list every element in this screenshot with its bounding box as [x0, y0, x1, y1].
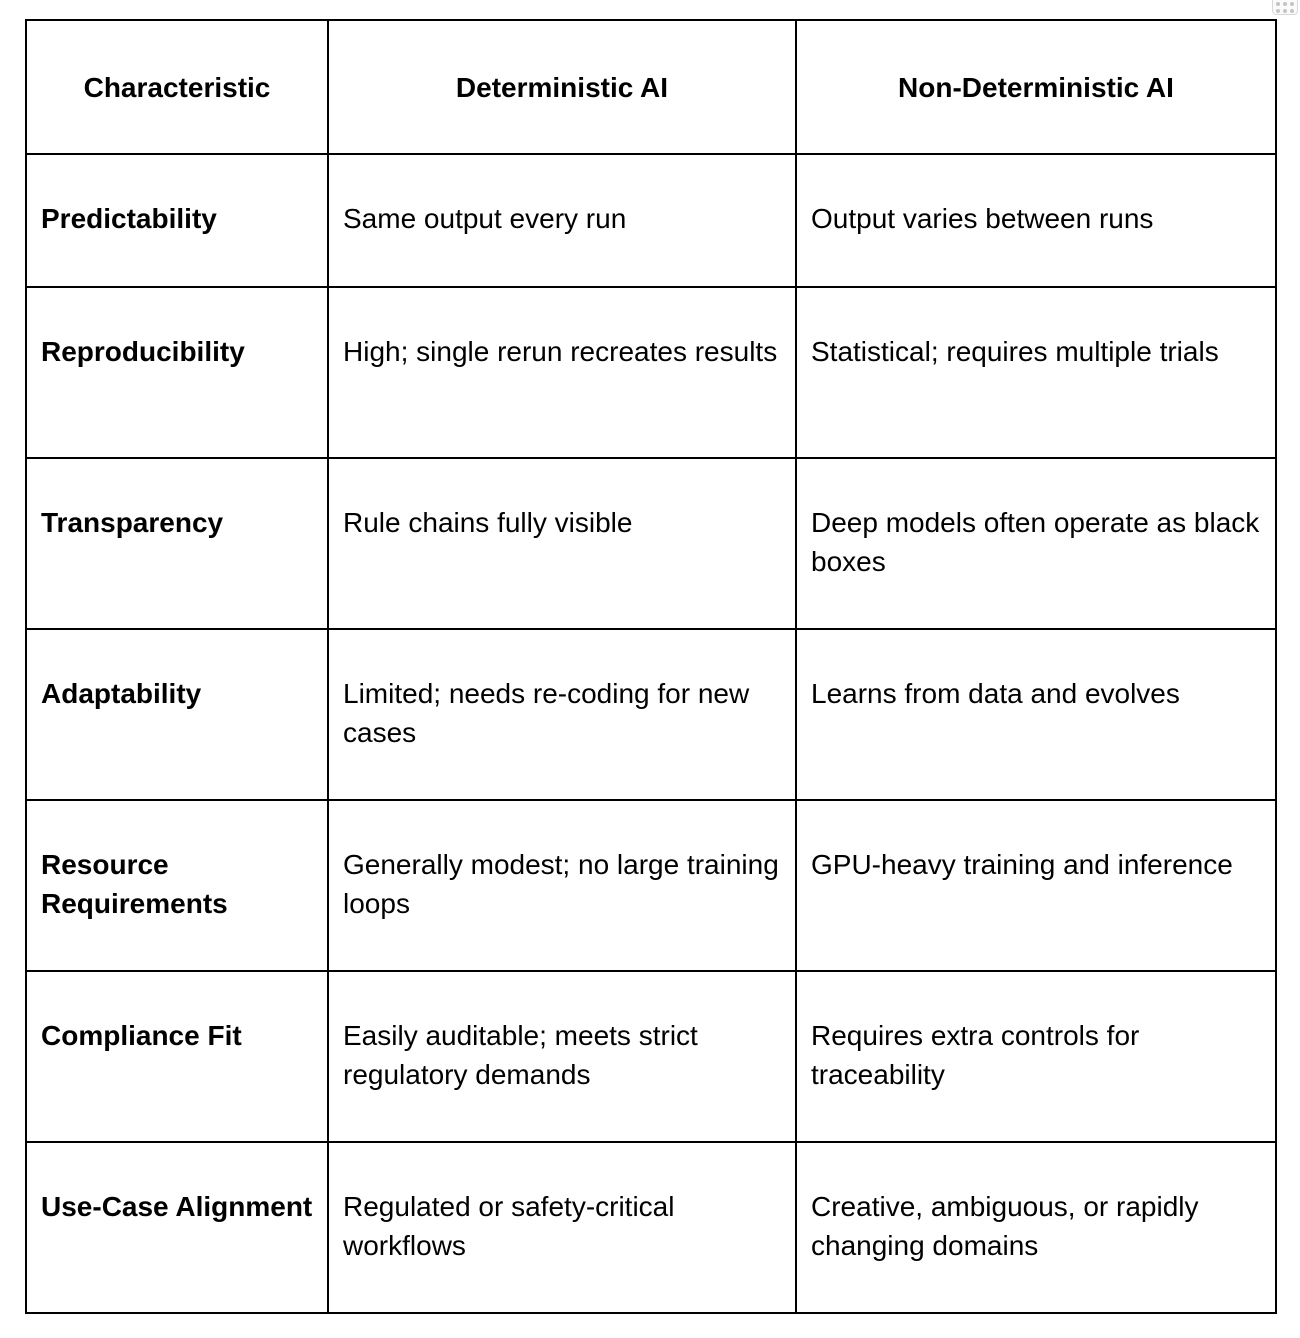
table-cell: Creative, ambiguous, or rapidly changing domains	[796, 1142, 1276, 1313]
row-label-compliance-fit: Compliance Fit	[26, 971, 328, 1142]
table-row	[26, 800, 1276, 971]
table-cell: Same output every run	[328, 154, 796, 287]
row-label-resource-requirements: Resource Requirements	[26, 800, 328, 971]
comparison-table	[25, 19, 1277, 1314]
row-label-transparency: Transparency	[26, 458, 328, 629]
table-row	[26, 1142, 1276, 1313]
drag-dot	[1290, 2, 1294, 6]
drag-handle-icon[interactable]	[1272, 0, 1298, 15]
table-cell: Deep models often operate as black boxes	[796, 458, 1276, 629]
row-label-predictability: Predictability	[26, 154, 328, 287]
table-row	[26, 287, 1276, 458]
table-cell: Limited; needs re-coding for new cases	[328, 629, 796, 800]
table-row	[26, 629, 1276, 800]
row-label-reproducibility: Reproducibility	[26, 287, 328, 458]
table-row	[26, 154, 1276, 287]
table-cell: Generally modest; no large training loops	[328, 800, 796, 971]
drag-dot	[1283, 9, 1287, 13]
drag-dot	[1276, 9, 1280, 13]
header-non-deterministic-ai: Non-Deterministic AI	[796, 20, 1276, 154]
header-deterministic-ai: Deterministic AI	[328, 20, 796, 154]
table-cell: Rule chains fully visible	[328, 458, 796, 629]
row-label-adaptability: Adaptability	[26, 629, 328, 800]
table-cell: Requires extra controls for traceability	[796, 971, 1276, 1142]
header-characteristic: Characteristic	[26, 20, 328, 154]
table-cell: Learns from data and evolves	[796, 629, 1276, 800]
table-row	[26, 971, 1276, 1142]
table-cell: High; single rerun recreates results	[328, 287, 796, 458]
drag-dot	[1290, 9, 1294, 13]
drag-dot	[1276, 2, 1280, 6]
table-cell: Statistical; requires multiple trials	[796, 287, 1276, 458]
table-cell: Easily auditable; meets strict regulatory demands	[328, 971, 796, 1142]
table-cell: Regulated or safety-critical workflows	[328, 1142, 796, 1313]
table-cell: Output varies between runs	[796, 154, 1276, 287]
table-cell: GPU-heavy training and inference	[796, 800, 1276, 971]
row-label-use-case-alignment: Use-Case Alignment	[26, 1142, 328, 1313]
table-header-row	[26, 20, 1276, 154]
drag-dot	[1283, 2, 1287, 6]
table-row	[26, 458, 1276, 629]
